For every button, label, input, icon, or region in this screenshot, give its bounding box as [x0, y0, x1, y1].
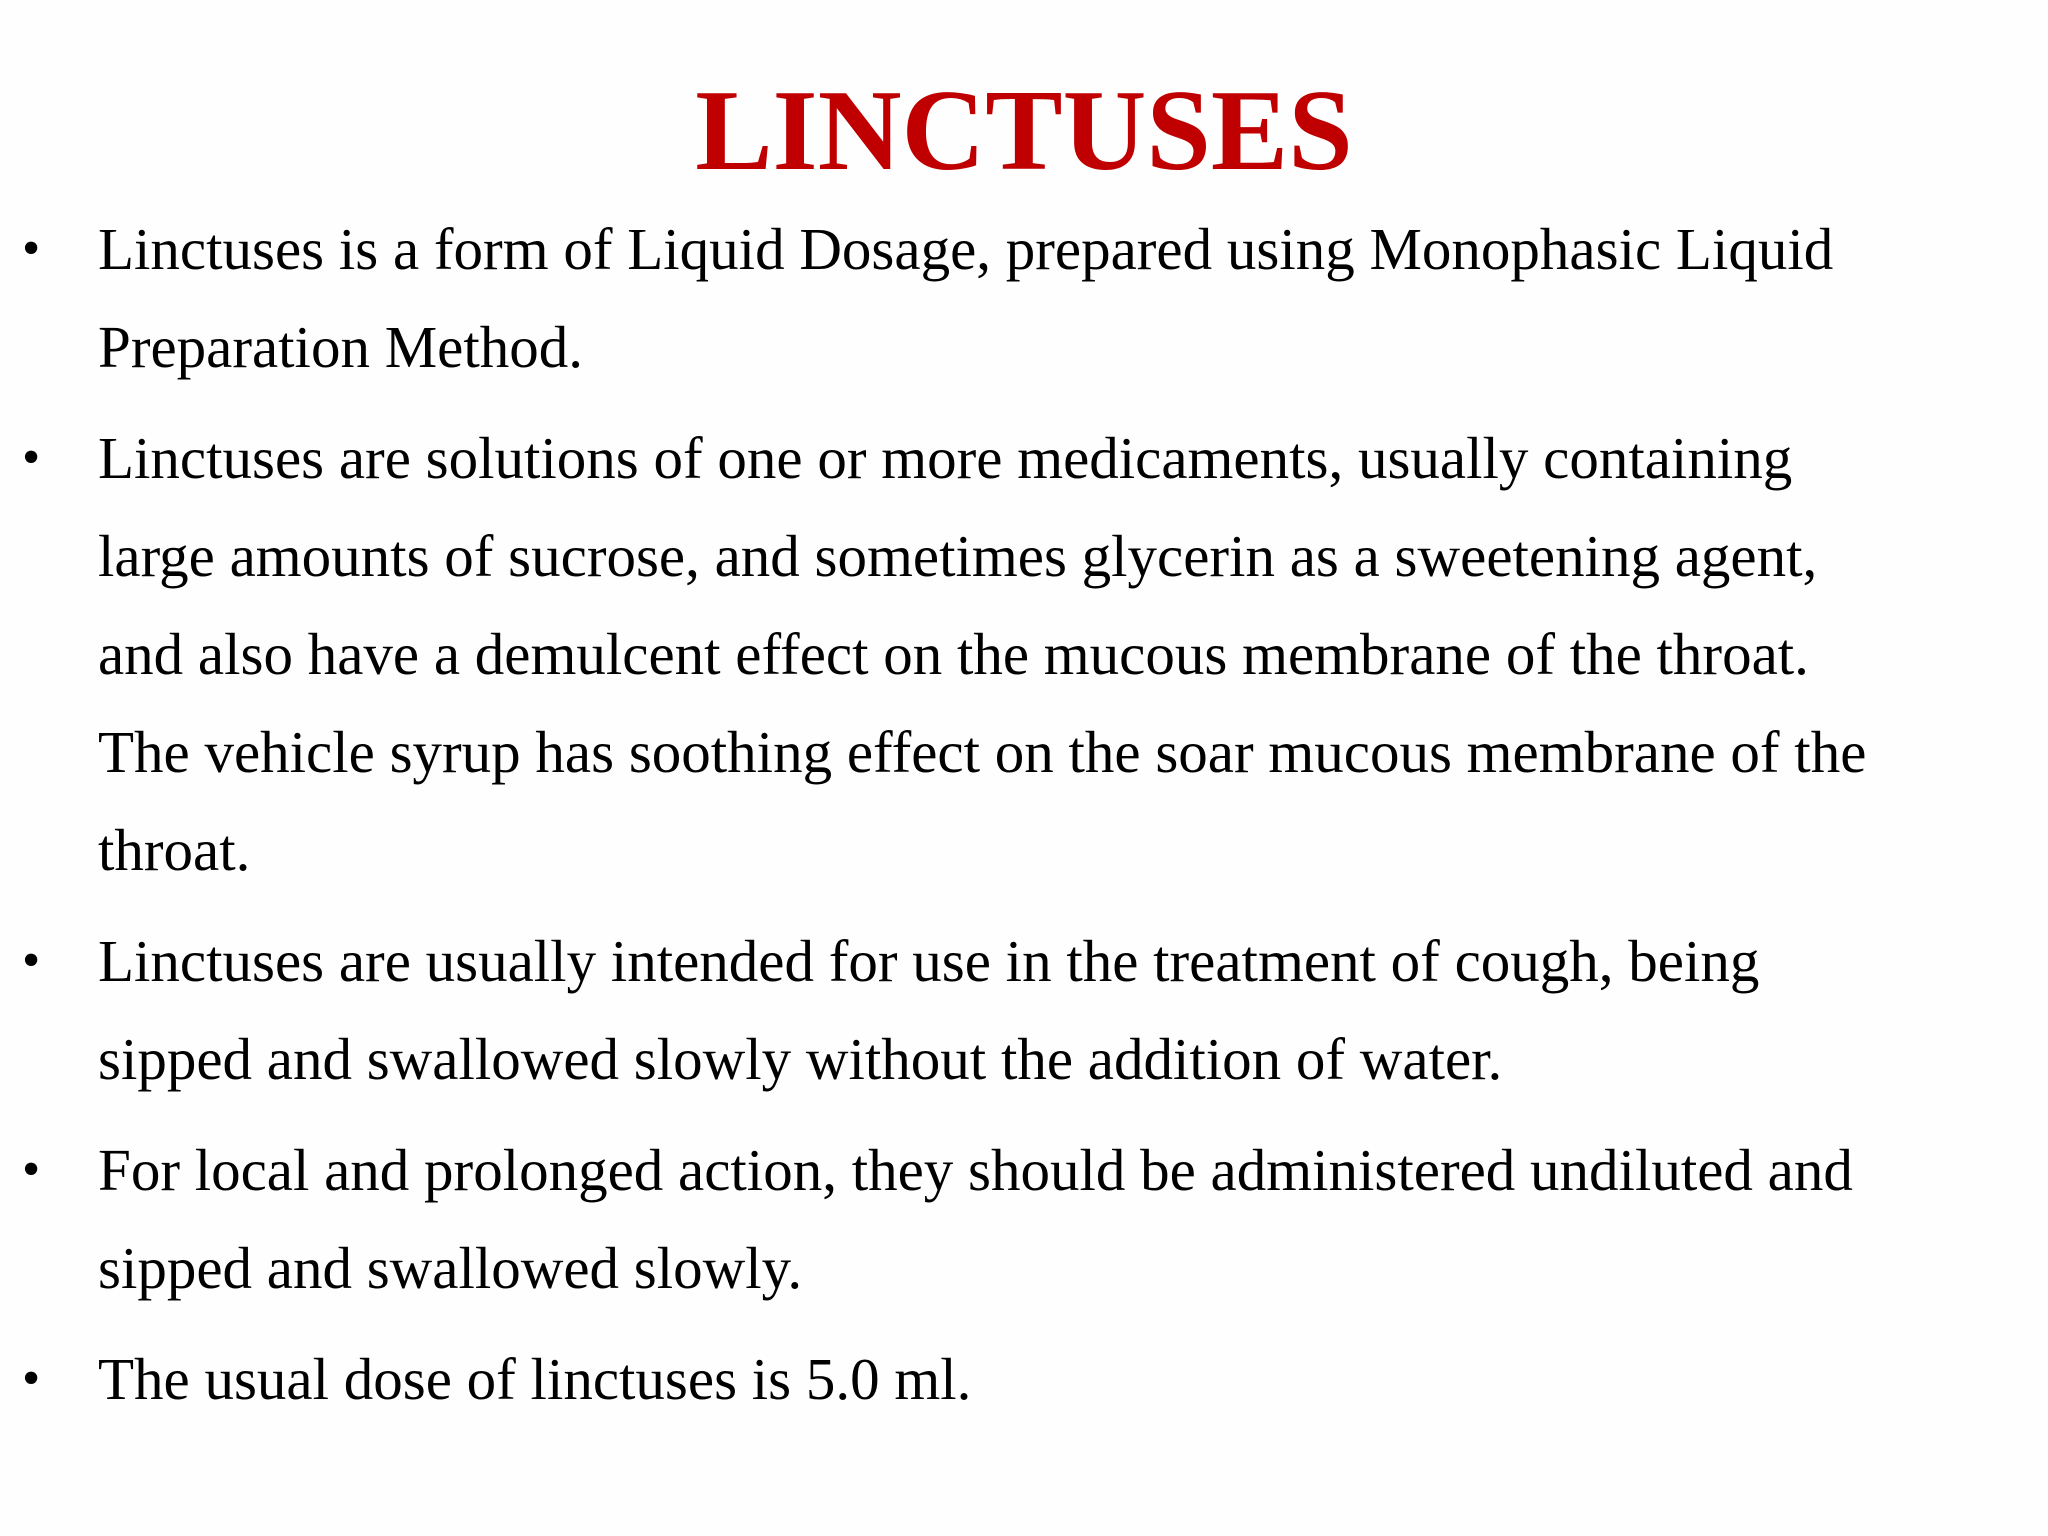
bullet-text-line: Preparation Method.	[98, 314, 583, 380]
bullet-text-line: Linctuses is a form of Liquid Dosage, prepared using Monophasic Liquid	[98, 216, 1834, 282]
bullet-list	[0, 200, 2048, 1441]
bullet-text-line: sipped and swallowed slowly without the addition of water.	[98, 1026, 1503, 1092]
bullet-text-line: throat.	[98, 817, 251, 883]
bullet-item	[0, 409, 2048, 899]
bullet-text-line: Linctuses are solutions of one or more medicaments, usually containing	[98, 425, 1793, 491]
bullet-icon: •	[22, 220, 41, 277]
bullet-text-line: The usual dose of linctuses is 5.0 ml.	[98, 1346, 972, 1412]
bullet-icon: •	[22, 1350, 41, 1407]
bullet-item	[0, 912, 2048, 1108]
bullet-icon: •	[22, 1141, 41, 1198]
bullet-icon: •	[22, 429, 41, 486]
slide-title: LINCTUSES	[695, 67, 1353, 195]
bullet-text-line: For local and prolonged action, they should be administered undiluted and	[98, 1137, 1853, 1203]
bullet-text-line: The vehicle syrup has soothing effect on the soar mucous membrane of the	[98, 719, 1867, 785]
bullet-item	[0, 200, 2048, 396]
bullet-item	[0, 1330, 2048, 1428]
bullet-item	[0, 1121, 2048, 1317]
bullet-text-line: sipped and swallowed slowly.	[98, 1235, 803, 1301]
bullet-text-line: large amounts of sucrose, and sometimes glycerin as a sweetening agent,	[98, 523, 1818, 589]
bullet-icon: •	[22, 932, 41, 989]
bullet-text-line: Linctuses are usually intended for use in the treatment of cough, being	[98, 928, 1760, 994]
bullet-text-line: and also have a demulcent effect on the mucous membrane of the throat.	[98, 621, 1809, 687]
